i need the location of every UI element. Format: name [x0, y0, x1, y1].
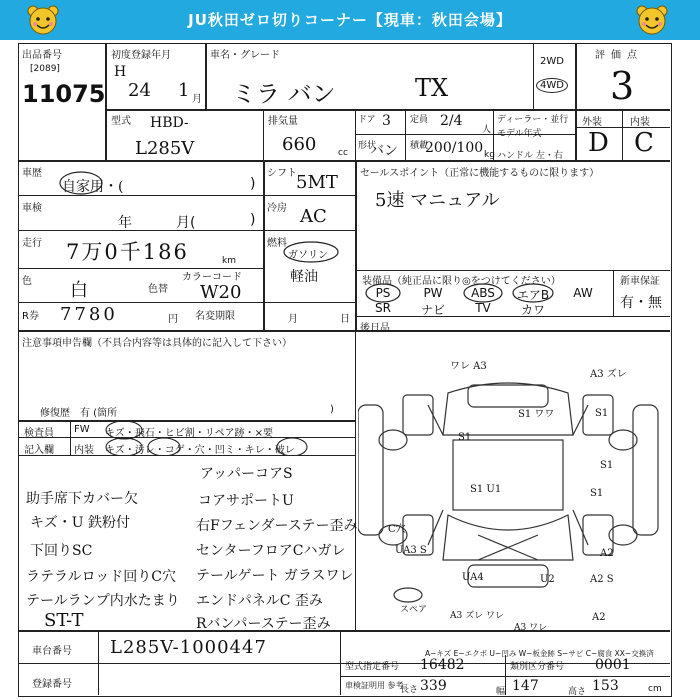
fuel-gasoline: ガソリン [288, 250, 328, 261]
name-change-label: 名変期限 [195, 311, 235, 322]
note-3: 下回りSC [30, 543, 93, 559]
note-13: Rバンパーステー歪み [196, 616, 331, 632]
equip-abs: ABS [471, 286, 495, 300]
width-value: 147 [512, 678, 539, 694]
equip-aw: AW [573, 286, 593, 300]
int-text: キズ・汚レ・コゲ・穴・凹ミ・キレ・破レ [105, 445, 295, 456]
car-name: ミラ バン [232, 80, 336, 108]
fw-label: FW [74, 424, 90, 435]
first-reg-era: H [114, 64, 127, 80]
note-6: ST-T [44, 610, 84, 631]
four-wd-circled: 4WD [536, 78, 568, 93]
note-10: センターフロアCハガレ [196, 543, 346, 559]
inspector-hand-marks [102, 420, 342, 456]
color-code-label: カラーコード [182, 272, 242, 283]
displacement-label: 排気量 [268, 116, 298, 127]
first-reg-year: 24 [128, 80, 151, 101]
bear-mascot-icon-right [635, 4, 669, 36]
equip-ps: PS [375, 286, 391, 300]
score-ext-label: 外装 [582, 117, 602, 128]
usage-value: 自家用・( [62, 179, 124, 195]
car-name-label: 車名・グレード [210, 50, 280, 61]
dealer-label: ディーラー・並行 [497, 115, 569, 125]
type-no-value: 16482 [420, 657, 465, 673]
mileage-unit: km [222, 256, 236, 266]
model-prefix: HBD- [150, 115, 189, 131]
color-code: W20 [200, 282, 242, 303]
model-code: L285V [135, 138, 195, 159]
name-change-month: 月 [288, 314, 298, 325]
warranty-label: 新車保証 [620, 276, 660, 287]
ac-label: 冷房 [267, 203, 287, 214]
car-damage-diagram [358, 345, 668, 625]
note-11: テールゲート ガラスワレ [196, 568, 354, 584]
damage-s1-2: S1 [595, 408, 609, 419]
cargo-unit: kg [484, 150, 495, 160]
fuel-diesel: 軽油 [290, 269, 318, 285]
width-label: 幅 [496, 687, 506, 697]
first-reg-month: 1 [178, 80, 190, 101]
recycle-value: 7780 [60, 304, 118, 325]
shape-label: 形状 [358, 141, 377, 151]
spare-label: スペア [400, 605, 428, 615]
damage-a3-2: A3 ズレ [590, 369, 627, 380]
lot-number: 11075 [22, 80, 106, 108]
note-9: 右Fフェンダーステー歪み [196, 518, 358, 534]
capacity-unit: 人 [482, 125, 492, 135]
inspector-label: 検査員 [24, 428, 54, 439]
damage-a3-rear-2: A3 ワレ [514, 623, 548, 633]
damage-a2-s: A2 S [590, 574, 614, 585]
color-change-label: 色替 [148, 284, 168, 295]
chassis-label: 車台番号 [32, 646, 72, 657]
recycle-unit: 円 [168, 314, 178, 325]
aftermarket-label: 後日品 [360, 323, 390, 334]
inspection-close: ) [250, 212, 256, 228]
damage-a3-1: ワレ A3 [450, 361, 487, 372]
doors-label: ドア [358, 115, 376, 125]
mileage-value: 7万0千186 [66, 240, 189, 264]
shape-value: バン [370, 143, 398, 159]
cargo-value: 200/100 [425, 140, 484, 156]
model-year-label: モデル年式 [497, 129, 542, 139]
two-wd: 2WD [540, 56, 564, 67]
damage-s1-3: S1 [458, 432, 472, 443]
class-no-value: 0001 [595, 657, 631, 673]
car-grade: TX [415, 74, 449, 102]
mileage-label: 走行 [22, 238, 42, 249]
equip-airbag: エアB [516, 288, 550, 302]
dims-label: 車検証明用 参考 [345, 681, 404, 690]
damage-s1-1: S1 ワワ [518, 409, 555, 420]
damage-a3-rear: A3 ズレ ワレ [450, 611, 504, 621]
note-8: コアサポートU [198, 493, 294, 509]
registration-label: 登録番号 [32, 679, 72, 690]
score-label: 評価点 [595, 50, 643, 61]
sales-point-text: 5速 マニュアル [375, 190, 500, 211]
note-7: アッパーコアS [200, 466, 293, 482]
damage-ua3: UA3 S [395, 545, 427, 556]
capacity-label: 定員 [410, 115, 429, 125]
inspection-label: 車検 [22, 203, 42, 214]
damage-s1-u1: S1 U1 [470, 484, 502, 495]
recycle-label: R券 [22, 311, 39, 322]
fuel-circle [282, 240, 340, 264]
repair-history: 修復歴 有 (箇所 [40, 408, 118, 419]
page-title: JU秋田ゼロ切りコーナー【現車：秋田会場】 [188, 11, 512, 29]
usage-circle [58, 170, 104, 196]
handle-label: ハンドル 左・右 [497, 151, 563, 161]
first-reg-month-unit: 月 [192, 94, 202, 105]
note-2: キズ・U 鉄粉付 [30, 515, 130, 531]
usage-label: 車歴 [22, 168, 42, 179]
equip-navi: ナビ [420, 303, 445, 317]
lot-sub: [2089] [30, 64, 60, 74]
note-12: エンドパネルC 歪み [196, 593, 323, 609]
doors-value: 3 [382, 113, 391, 129]
class-no-label: 類別区分番号 [510, 662, 565, 672]
damage-a2-1: A2 [600, 548, 614, 559]
equip-pw: PW [423, 286, 443, 300]
color-value: 白 [70, 280, 88, 301]
notes-label: 注意事項申告欄（不具合内容等は具体的に記入して下さい） [22, 338, 292, 349]
type-no-label: 型式指定番号 [345, 662, 400, 672]
damage-s1-4: S1 [600, 460, 614, 471]
equipment-label: 装備品（純正品に限り◎をつけてください） [362, 276, 561, 287]
inspection-year: 年 [118, 215, 132, 231]
note-4: ラテラルロッド回りC穴 [26, 569, 177, 585]
score-int-label: 内装 [630, 117, 650, 128]
displacement-value: 660 [282, 134, 317, 155]
int-label: 内装 [74, 445, 94, 456]
inspection-month: 月( [176, 215, 196, 231]
warranty-value: 有・無 [620, 295, 662, 311]
model-label: 型式 [111, 116, 131, 127]
usage-close: ) [250, 176, 256, 192]
equipment-circles [363, 282, 563, 304]
capacity-value: 2/4 [440, 113, 463, 129]
note-1: 助手席下カバー欠 [26, 491, 138, 507]
height-label: 高さ [568, 687, 587, 697]
damage-ua4: UA4 [462, 572, 484, 583]
fuel-label: 燃料 [267, 238, 287, 249]
fw-text: キズ・飛石・ヒビ割・リペア跡・×要 [105, 428, 273, 439]
cargo-label: 積載 [410, 141, 429, 151]
shift-label: シフト [267, 168, 297, 179]
inspector-label-2: 記入欄 [24, 445, 54, 456]
damage-u2: U2 [540, 574, 555, 585]
score-ext: D [588, 128, 609, 158]
shift-value: 5MT [296, 172, 338, 193]
height-value: 153 [592, 678, 619, 694]
displacement-unit: cc [338, 148, 348, 158]
damage-s1-5: S1 [590, 488, 604, 499]
repair-close: ) [330, 404, 334, 415]
sales-point-label: セールスポイント（正常に機能するものに限ります） [360, 168, 600, 179]
damage-c-hole: C穴 [388, 524, 406, 535]
bear-mascot-icon [26, 4, 60, 36]
name-change-day: 日 [340, 314, 350, 325]
dims-unit: cm [648, 684, 662, 694]
score-int: C [634, 128, 654, 158]
color-label: 色 [22, 276, 32, 287]
chassis-value: L285V-1000447 [110, 637, 267, 658]
length-label: 長さ [400, 685, 419, 695]
lot-label: 出品番号 [22, 50, 62, 61]
equip-sr: SR [375, 301, 391, 315]
length-value: 339 [420, 678, 447, 694]
score-value: 3 [610, 64, 635, 108]
ac-value: AC [300, 206, 327, 227]
equip-leather: カワ [520, 303, 545, 317]
diagram-legend: A−キズ E−エクボ U−凹み W−板金跡 S−サビ C−腐食 XX−交換済 [425, 649, 654, 658]
first-reg-label: 初度登録年月 [111, 50, 171, 61]
equip-tv: TV [475, 301, 491, 315]
damage-a2-2: A2 [592, 612, 606, 623]
note-5: テールランプ内水たまり [26, 593, 180, 609]
